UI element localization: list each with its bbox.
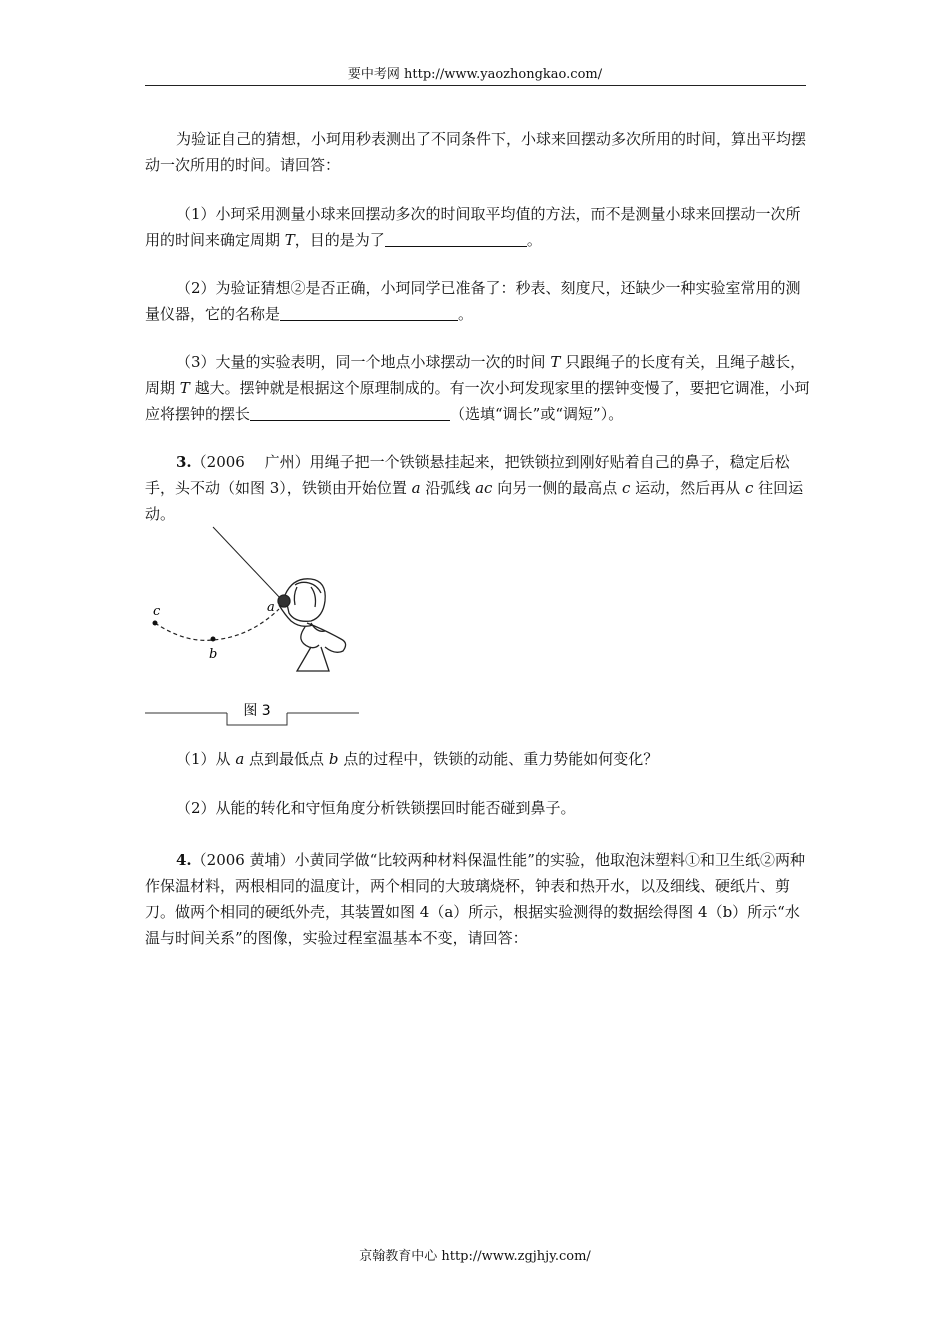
swing-arc (155, 609, 279, 640)
problem-3-question-1 (145, 746, 810, 772)
problem-3-question-2: （2）从能的转化和守恒角度分析铁锁摆回时能否碰到鼻子。 (176, 799, 576, 817)
problem-3-text-5: 往回运动。 (145, 479, 804, 523)
question-3 (145, 349, 810, 427)
problem-4 (145, 847, 810, 951)
problem-3-number: 3. (176, 453, 192, 471)
point-c-dot (153, 621, 158, 626)
q3-answer-blank[interactable] (250, 405, 450, 421)
figure-3-drawing (145, 525, 359, 730)
page-footer: 京翰教育中心 http://www.zgjhjy.com/ (359, 1249, 591, 1264)
figure-3-caption: 图 3 (243, 703, 271, 719)
q3-var-t: T (550, 353, 561, 371)
q2-text: （2）为验证猜想②是否正确，小珂同学已准备了：秒表、刻度尺，还缺少一种实验室常用的测量仪器，它的名称是 (145, 279, 801, 323)
p3q1-text-1: （1）从 (176, 750, 236, 768)
question-2 (145, 275, 810, 327)
p3q1-point-b: b (328, 750, 339, 768)
problem-3-text-2: 沿弧线 (420, 479, 476, 497)
problem-4-number: 4. (176, 851, 192, 869)
question-1 (145, 201, 810, 253)
point-b-dot (211, 637, 216, 642)
q3-part-1: （3）大量的实验表明，同一个地点小球摆动一次的时间 (176, 353, 551, 371)
q2-end: 。 (458, 305, 474, 323)
problem-3-text-3: 向另一侧的最高点 (492, 479, 622, 497)
pendulum-string (213, 527, 281, 599)
problem-3-point-a: a (411, 479, 421, 497)
problem-3-arc-ac: ac (475, 479, 493, 497)
q1-text-after: ，目的是为了 (294, 231, 385, 249)
q3-var-t-2: T (179, 379, 190, 397)
problem-3 (145, 449, 810, 527)
label-c: c (153, 604, 161, 619)
q1-answer-blank[interactable] (385, 231, 527, 247)
problem-3-text-1: （2006 广州）用绳子把一个铁锁悬挂起来，把铁锁拉到刚好贴着自己的鼻子，稳定后松手，头不动（如图 3），铁锁由开始位置 (145, 453, 790, 497)
label-b: b (209, 647, 218, 662)
q2-answer-blank[interactable] (280, 305, 458, 321)
problem-3-point-c-2: c (744, 479, 754, 497)
q1-text-before: （1）小珂采用测量小球来回摆动多次的时间取平均值的方法，而不是测量小球来回摆动一次所用的时间来确定周期 (145, 205, 801, 249)
q1-var-t: T (284, 231, 295, 249)
q1-end: 。 (526, 231, 542, 249)
p3q1-text-3: 点的过程中，铁锁的动能、重力势能如何变化？ (338, 750, 659, 768)
q3-end: （选填“调长”或“调短”）。 (450, 405, 624, 423)
girl-illustration (278, 579, 346, 671)
q3-part-2: 只跟绳子的长度有关，且绳子越长，周期 (145, 353, 806, 397)
problem-3-point-c: c (621, 479, 631, 497)
problem-4-text: （2006 黄埔）小黄同学做“比较两种材料保温性能”的实验，他取泡沫塑料①和卫生纸②两种作保温材料，两根相同的温度计，两个相同的大玻璃烧杯，钟表和热开水，以及细线、硬纸片、剪刀。做两个相同的硬纸外壳，其装置如图 4（a）所示，根据实验测得的数据绘得图 4（b）所示“水温与时间关系”的图像，实验过程室温基本不变，请回答： (145, 851, 805, 947)
figure-3 (145, 525, 359, 730)
header-rule (145, 85, 806, 86)
intro-paragraph: 为验证自己的猜想，小珂用秒表测出了不同条件下，小球来回摆动多次所用的时间，算出平均摆动一次所用的时间。请回答： (145, 130, 807, 174)
page-header: 要中考网 http://www.yaozhongkao.com/ (347, 67, 603, 82)
label-a: a (267, 600, 275, 615)
q3-part-3: 越大。摆钟就是根据这个原理制成的。有一次小珂发现家里的摆钟变慢了，要把它调准，小珂应将摆钟的摆长 (145, 379, 810, 423)
p3q1-point-a: a (235, 750, 245, 768)
p3q1-text-2: 点到最低点 (244, 750, 329, 768)
problem-3-text-4: 运动，然后再从 (630, 479, 745, 497)
